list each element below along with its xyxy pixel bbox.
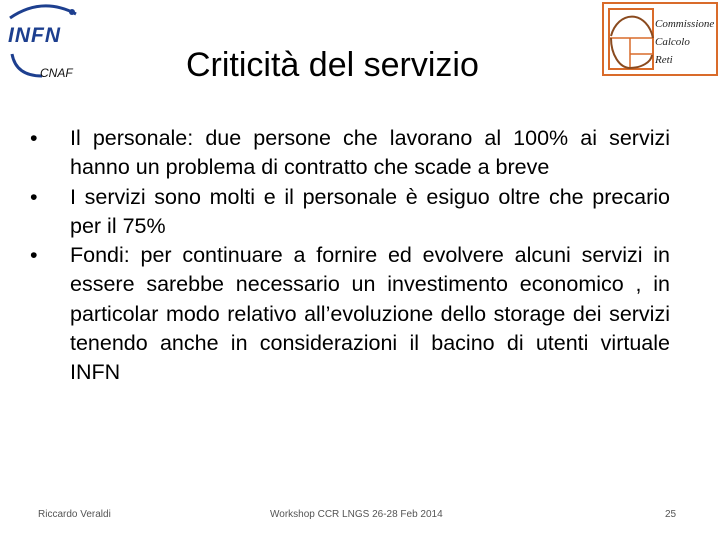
cnaf-logo-word: CNAF — [40, 66, 73, 80]
bullet-marker: • — [30, 184, 38, 209]
slide-title: Criticità del servizio — [186, 46, 479, 84]
bullet-item — [30, 183, 670, 242]
bullet-text: Il personale: due persone che lavorano al 100% ai servizi hanno un problema di contratto che scade a breve — [70, 126, 670, 180]
ccr-logo-line-3: Reti — [655, 54, 673, 66]
footer-author: Riccardo Veraldi — [38, 509, 111, 520]
bullet-list — [30, 124, 670, 388]
ccr-logo — [602, 2, 718, 76]
bullet-item — [30, 124, 670, 183]
infn-logo-word: INFN — [8, 24, 61, 47]
ccr-spiral-icon — [608, 8, 656, 72]
bullet-item — [30, 241, 670, 387]
bullet-text: I servizi sono molti e il personale è esiguo oltre che precario per il 75% — [70, 184, 670, 238]
ccr-logo-line-1: Commissione — [655, 18, 715, 30]
bullet-text: Fondi: per continuare a fornire ed evolvere alcuni servizi in essere sarebbe necessario un investimento economico , in particolar modo relativo all’evoluzione dello storage dei servizi tenendo anche in considerazioni il bacino di utenti virtuale INFN — [70, 243, 670, 385]
infn-cnaf-logo — [2, 2, 88, 84]
footer-event: Workshop CCR LNGS 26-28 Feb 2014 — [270, 509, 443, 520]
bullet-marker: • — [30, 243, 38, 268]
ccr-logo-line-2: Calcolo — [655, 36, 690, 48]
footer-page-number: 25 — [665, 509, 677, 520]
bullet-marker: • — [30, 126, 38, 150]
